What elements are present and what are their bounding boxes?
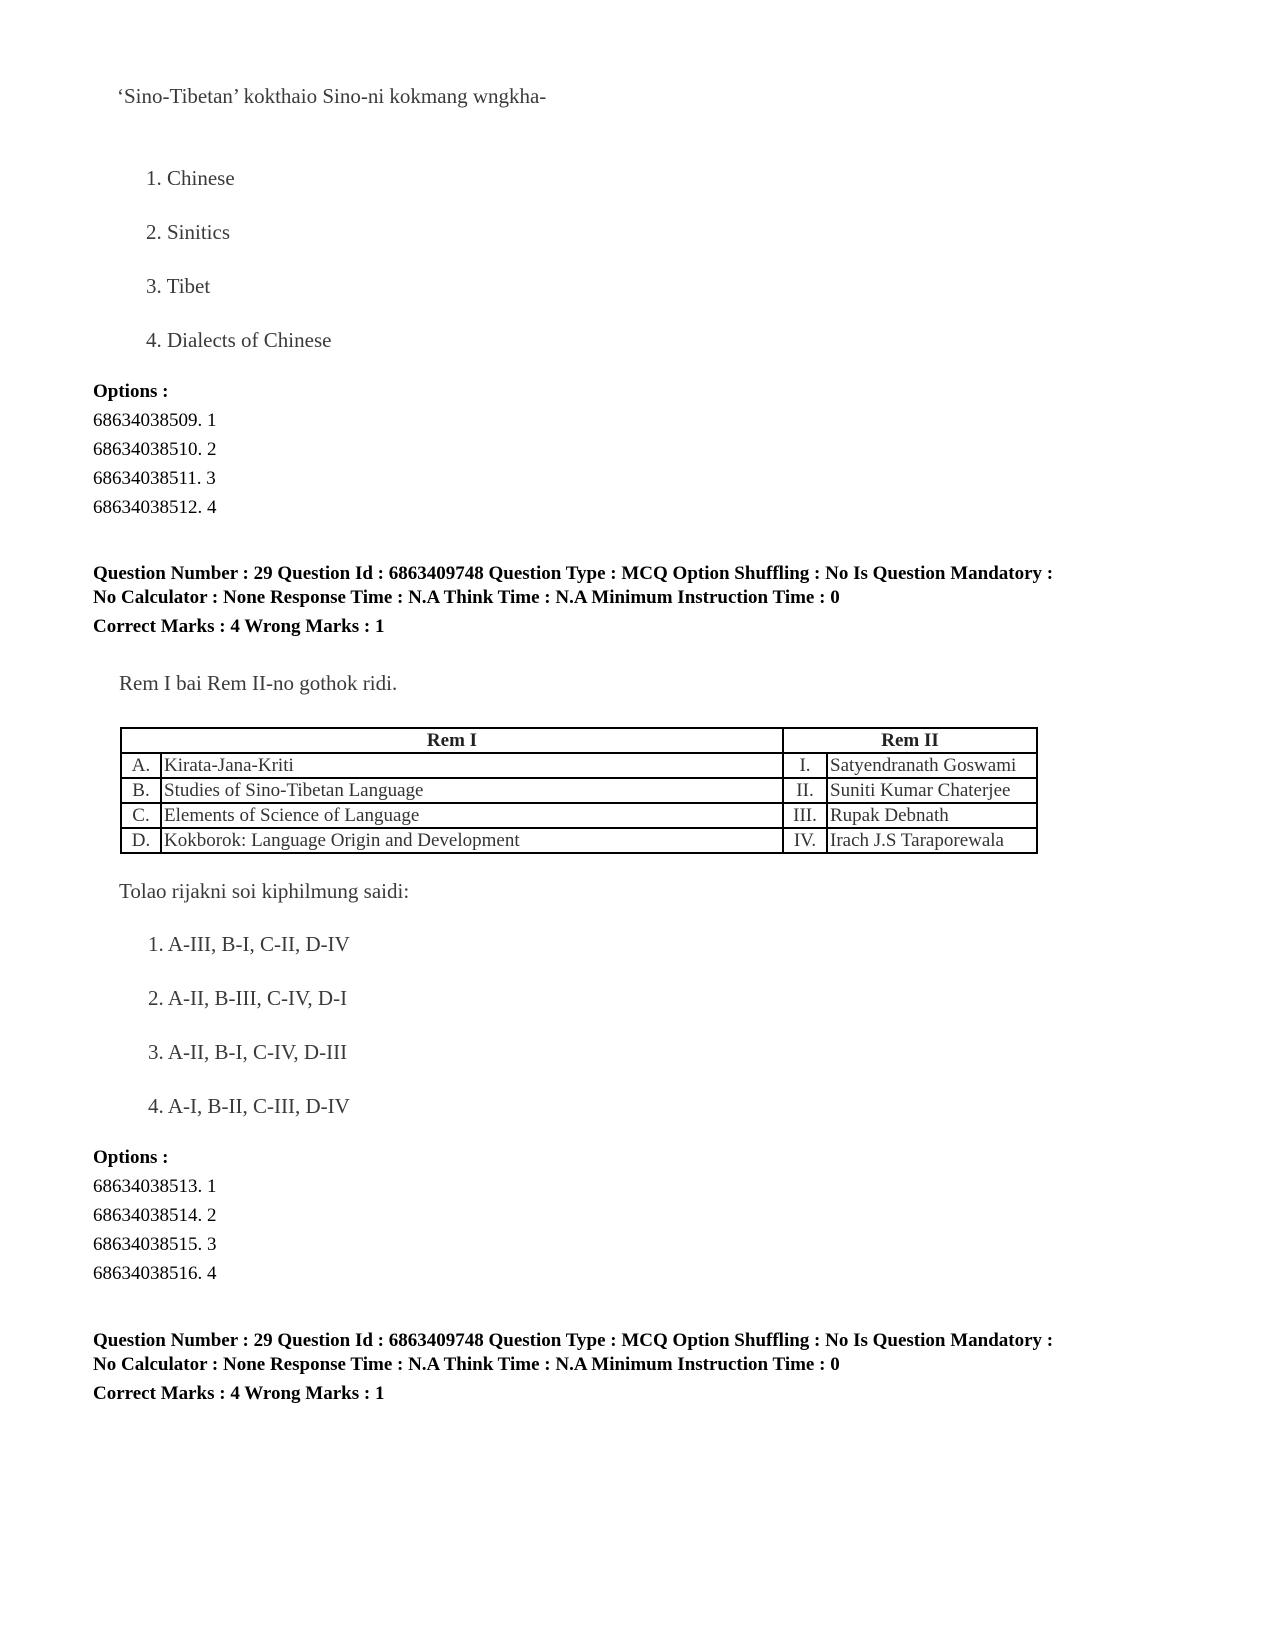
choice-2-1: 1. A-III, B-I, C-II, D-IV [148,932,350,956]
marks-line: Correct Marks : 4 Wrong Marks : 1 [93,1383,385,1404]
row-label: II. [783,778,827,803]
options-label-1: Options : [93,381,169,402]
rem2-item: Rupak Debnath [827,803,1037,828]
table-header-row [121,728,1037,753]
row-label: D. [121,828,161,853]
option-id-2-3: 68634038515. 3 [93,1234,217,1255]
choice-2-3: 3. A-II, B-I, C-IV, D-III [148,1040,348,1064]
table-row [121,753,1037,778]
question-meta-line1: Question Number : 29 Question Id : 6863409748 Question Type : MCQ Option Shuffling : No Is Question Mandatory : [93,563,1054,584]
row-label: A. [121,753,161,778]
table-header-rem2: Rem II [783,728,1037,753]
rem1-item: Kirata-Jana-Kriti [161,753,783,778]
option-id-1-2: 68634038510. 2 [93,439,217,460]
row-label: B. [121,778,161,803]
option-id-1-1: 68634038509. 1 [93,410,217,431]
choice-1-4: 4. Dialects of Chinese [146,328,332,352]
rem2-item: Irach J.S Taraporewala [827,828,1037,853]
rem2-item: Satyendranath Goswami [827,753,1037,778]
rem1-item: Elements of Science of Language [161,803,783,828]
rem2-item: Suniti Kumar Chaterjee [827,778,1037,803]
choice-1-2: 2. Sinitics [146,220,231,244]
table-row [121,778,1037,803]
row-label: III. [783,803,827,828]
marks-line: Correct Marks : 4 Wrong Marks : 1 [93,616,385,637]
row-label: C. [121,803,161,828]
choice-1-1: 1. Chinese [146,166,235,190]
prompt-text: Tolao rijakni soi kiphilmung saidi: [119,879,410,903]
rem1-item: Kokborok: Language Origin and Development [161,828,783,853]
options-label-2: Options : [93,1147,169,1168]
table-header-rem1: Rem I [121,728,783,753]
option-id-2-4: 68634038516. 4 [93,1263,217,1284]
option-id-1-4: 68634038512. 4 [93,497,217,518]
choice-2-2: 2. A-II, B-III, C-IV, D-I [148,986,348,1010]
match-table [120,727,1038,854]
question-text-1: ‘Sino-Tibetan’ kokthaio Sino-ni kokmang wngkha- [117,84,547,108]
row-label: IV. [783,828,827,853]
choice-1-3: 3. Tibet [146,274,211,298]
row-label: I. [783,753,827,778]
table-row [121,828,1037,853]
table-row [121,803,1037,828]
option-id-1-3: 68634038511. 3 [93,468,216,489]
question-text-2: Rem I bai Rem II-no gothok ridi. [119,671,398,695]
option-id-2-2: 68634038514. 2 [93,1205,217,1226]
question-meta-line2: No Calculator : None Response Time : N.A Think Time : N.A Minimum Instruction Time : 0 [93,587,840,608]
choice-2-4: 4. A-I, B-II, C-III, D-IV [148,1094,350,1118]
option-id-2-1: 68634038513. 1 [93,1176,217,1197]
question-meta-line2: No Calculator : None Response Time : N.A Think Time : N.A Minimum Instruction Time : 0 [93,1354,840,1375]
rem1-item: Studies of Sino-Tibetan Language [161,778,783,803]
question-meta-line1: Question Number : 29 Question Id : 6863409748 Question Type : MCQ Option Shuffling : No Is Question Mandatory : [93,1330,1054,1351]
